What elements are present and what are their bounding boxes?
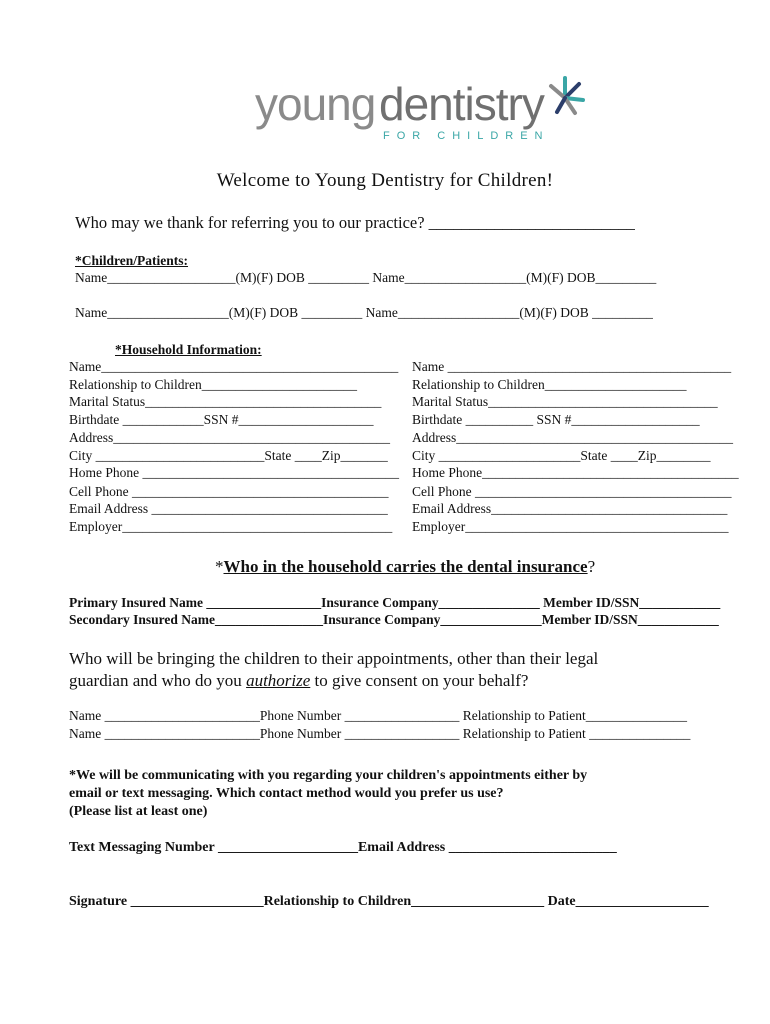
household-right-field[interactable]: Relationship to Children_____________________ (412, 377, 687, 392)
logo-dentistry-text: dentistry (379, 78, 544, 130)
household-right-field[interactable]: Name __________________________________________ (412, 359, 732, 374)
household-left-field[interactable]: City _________________________State ____Zip_______ (69, 448, 388, 463)
household-left-field[interactable]: Cell Phone ______________________________________ (69, 484, 389, 499)
household-right-field[interactable]: City _____________________State ____Zip________ (412, 448, 711, 463)
bringing-line2-post: to give consent on your behalf? (310, 671, 529, 690)
insurance-heading-text: Who in the household carries the dental insurance (223, 557, 588, 576)
communication-line2: email or text messaging. Which contact method would you prefer us use? (69, 786, 504, 801)
insurance-heading-star: * (215, 557, 224, 576)
household-right-field[interactable]: Marital Status__________________________________ (412, 394, 718, 409)
household-right-field[interactable]: Birthdate __________ SSN #___________________ (412, 412, 700, 427)
primary-insured-row[interactable]: Primary Insured Name _________________Insurance Company_______________ Member ID/SSN____________ (69, 595, 721, 610)
household-left-field[interactable]: Name____________________________________________ (69, 359, 399, 374)
household-heading: *Household Information: (115, 342, 262, 357)
communication-line3: (Please list at least one) (69, 804, 208, 819)
household-right-field[interactable]: Employer_______________________________________ (412, 519, 729, 534)
children-row-2[interactable]: Name__________________(M)(F) DOB _________ Name__________________(M)(F) DOB _________ (75, 305, 653, 320)
household-left-field[interactable]: Marital Status___________________________________ (69, 394, 382, 409)
children-row-1[interactable]: Name___________________(M)(F) DOB _________ Name__________________(M)(F) DOB_________ (75, 270, 657, 285)
insurance-heading (215, 557, 595, 577)
contact-method-row[interactable]: Text Messaging Number ____________________Email Address ________________________ (69, 840, 617, 855)
bringing-line2-emphasis: authorize (246, 671, 311, 690)
bringing-question-line2 (69, 670, 528, 692)
household-left-field[interactable]: Birthdate ____________SSN #____________________ (69, 412, 374, 427)
secondary-insured-row[interactable]: Secondary Insured Name________________Insurance Company_______________Member ID/SSN____________ (69, 612, 719, 627)
page-title: Welcome to Young Dentistry for Children! (216, 170, 554, 191)
young-dentistry-logo (255, 72, 595, 144)
household-left-field[interactable]: Home Phone ______________________________________ (69, 465, 399, 480)
logo-subtitle-text: FOR CHILDREN (383, 130, 550, 142)
logo-young-text: young (255, 78, 376, 130)
household-left-field[interactable]: Relationship to Children_______________________ (69, 377, 357, 392)
signature-row[interactable]: Signature ___________________Relationship to Children___________________ Date___________________ (69, 894, 709, 909)
authorized-person-row-1[interactable]: Name _______________________Phone Number _________________ Relationship to Patient_______________ (69, 708, 687, 723)
children-heading: *Children/Patients: (75, 253, 189, 268)
referral-question[interactable]: Who may we thank for referring you to our practice? _________________________ (75, 213, 635, 232)
household-right-field[interactable]: Email Address___________________________________ (412, 501, 728, 516)
bringing-question-line1: Who will be bringing the children to their appointments, other than their legal (69, 649, 599, 668)
household-right-field[interactable]: Cell Phone ______________________________________ (412, 484, 732, 499)
bringing-line2-pre: guardian and who do you (69, 671, 247, 690)
household-right-field[interactable]: Address_________________________________________ (412, 430, 733, 445)
insurance-heading-end: ? (587, 557, 596, 576)
authorized-person-row-2[interactable]: Name _______________________Phone Number _________________ Relationship to Patient _______________ (69, 726, 691, 741)
household-left-field[interactable]: Employer________________________________________ (69, 519, 393, 534)
household-right-field[interactable]: Home Phone______________________________________ (412, 465, 739, 480)
household-left-field[interactable]: Email Address ___________________________________ (69, 501, 388, 516)
household-left-field[interactable]: Address_________________________________________ (69, 430, 390, 445)
pinwheel-icon (551, 78, 583, 113)
communication-line1: *We will be communicating with you regarding your children's appointments either by (69, 768, 588, 783)
